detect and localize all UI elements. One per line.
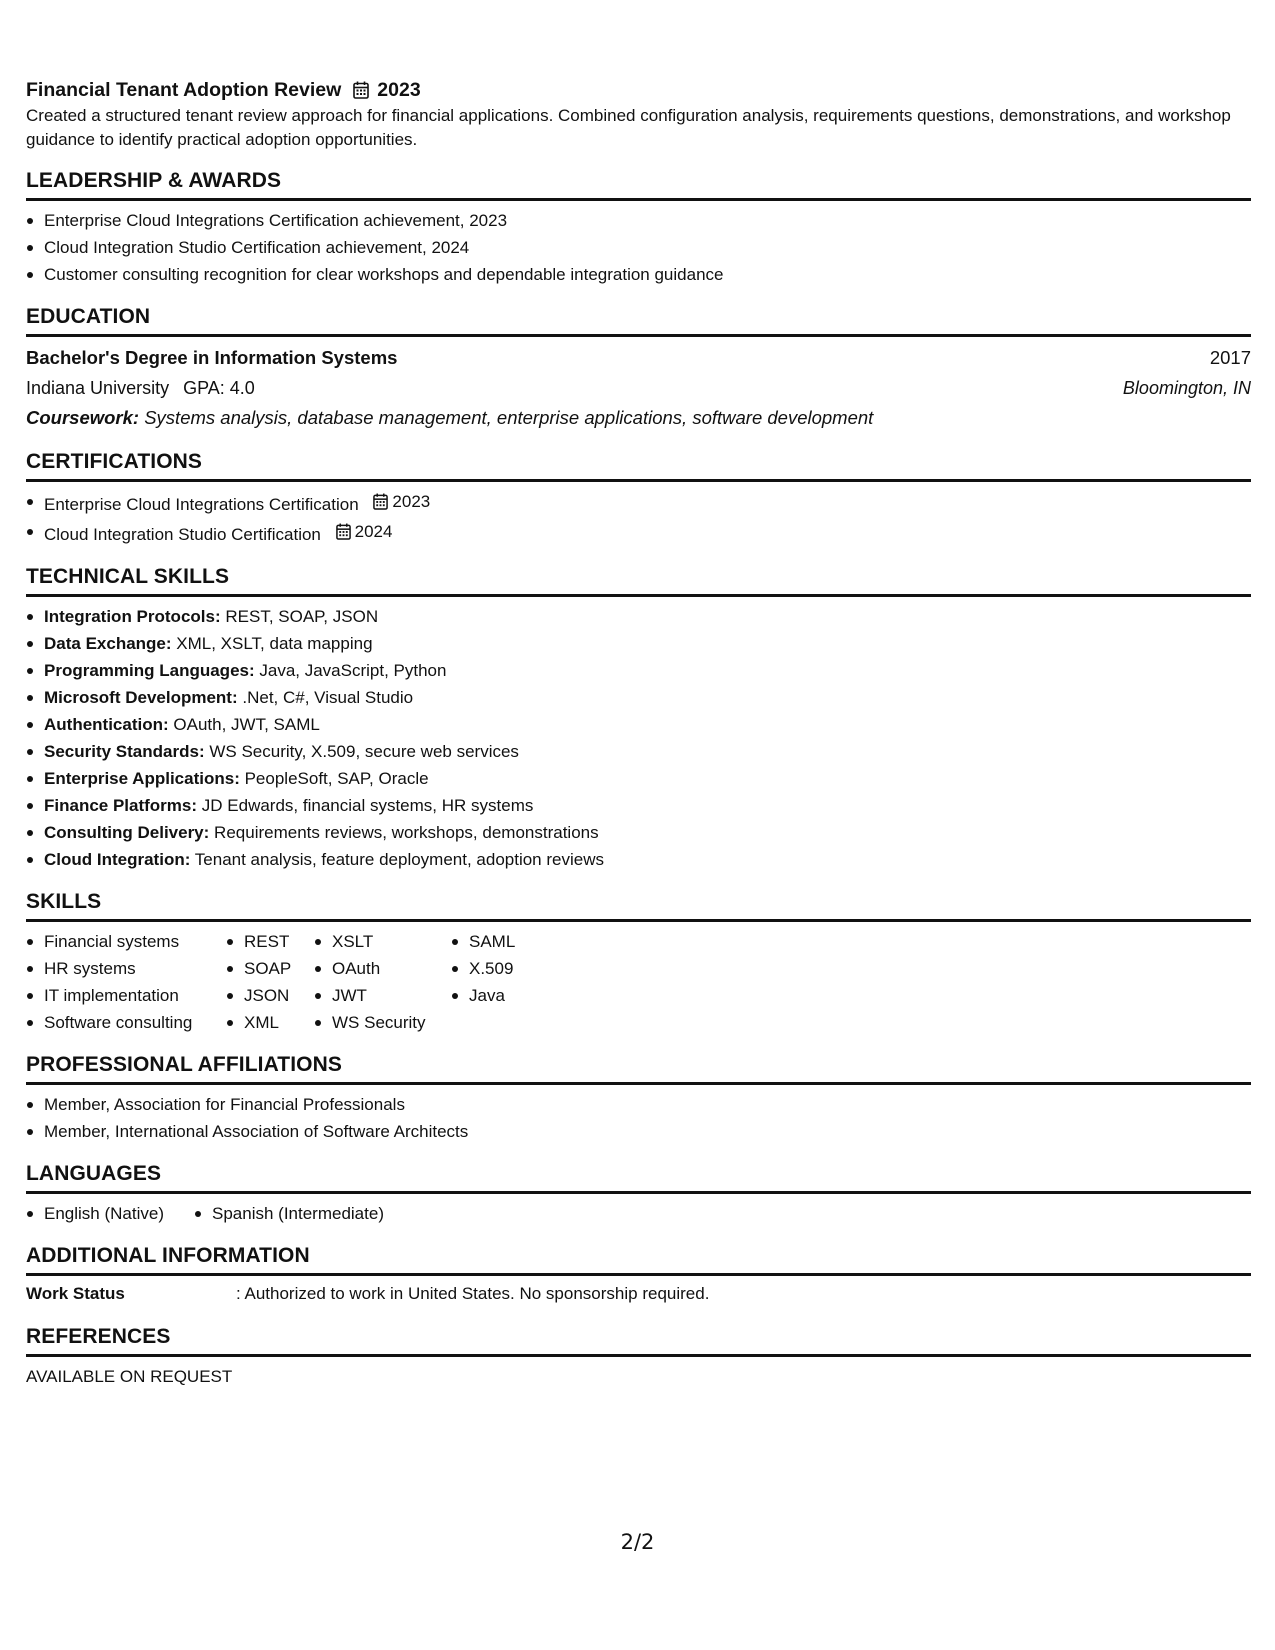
languages-section (26, 1161, 1251, 1227)
certifications-list (26, 488, 1251, 548)
degree: Bachelor's Degree in Information Systems (26, 347, 398, 368)
affiliations-list (26, 1091, 1251, 1145)
skill-value: .Net, C#, Visual Studio (242, 688, 414, 707)
skill-value: Requirements reviews, workshops, demonstrations (214, 823, 599, 842)
work-status-label: Work Status (26, 1284, 125, 1303)
list-item: X.509 (451, 955, 551, 982)
certification-year: 2024 (354, 522, 393, 541)
coursework (26, 403, 1251, 433)
skill-label: Microsoft Development: (44, 688, 238, 707)
gpa: GPA: 4.0 (183, 378, 255, 398)
list-item (26, 738, 1251, 765)
list-item (26, 684, 1251, 711)
graduation-year: 2017 (1209, 347, 1251, 368)
education-row-school (26, 373, 1251, 403)
list-item: XSLT (314, 928, 451, 955)
certification-year: 2023 (392, 492, 431, 511)
certification-name: Enterprise Cloud Integrations Certification (44, 495, 359, 514)
skill-value: Java, JavaScript, Python (259, 661, 447, 680)
education-row-degree (26, 343, 1251, 373)
list-item: WS Security (314, 1009, 451, 1036)
references-section (26, 1324, 1251, 1391)
section-title-skills: SKILLS (26, 889, 1251, 922)
section-title-technical-skills: TECHNICAL SKILLS (26, 564, 1251, 597)
list-item (26, 765, 1251, 792)
list-item: XML (226, 1009, 314, 1036)
list-item: OAuth (314, 955, 451, 982)
leadership-section (26, 168, 1251, 288)
skills-columns (26, 928, 1251, 1036)
calendar-icon (353, 81, 369, 99)
skill-label: Enterprise Applications: (44, 769, 240, 788)
section-title-education: EDUCATION (26, 304, 1251, 337)
calendar-icon (336, 523, 351, 540)
section-title-leadership: LEADERSHIP & AWARDS (26, 168, 1251, 201)
skill-label: Programming Languages: (44, 661, 255, 680)
skill-label: Security Standards: (44, 742, 205, 761)
calendar-icon (373, 493, 388, 510)
list-item: Cloud Integration Studio Certification achievement, 2024 (26, 234, 1251, 261)
section-title-references: REFERENCES (26, 1324, 1251, 1357)
list-item (26, 711, 1251, 738)
project-year: 2023 (377, 78, 421, 101)
skill-value: Tenant analysis, feature deployment, adoption reviews (194, 850, 604, 869)
skills-column (451, 928, 551, 1036)
languages-list (26, 1200, 194, 1227)
languages-list (194, 1200, 384, 1227)
list-item (26, 819, 1251, 846)
leadership-list (26, 207, 1251, 288)
list-item: HR systems (26, 955, 226, 982)
list-item: REST (226, 928, 314, 955)
school-name: Indiana University (26, 378, 170, 398)
section-title-additional-info: ADDITIONAL INFORMATION (26, 1243, 1251, 1276)
list-item (26, 488, 1251, 518)
section-title-languages: LANGUAGES (26, 1161, 1251, 1194)
languages-row (26, 1200, 1251, 1227)
list-item (26, 518, 1251, 548)
list-item: Spanish (Intermediate) (194, 1200, 384, 1227)
list-item (26, 603, 1251, 630)
list-item (26, 657, 1251, 684)
list-item: Member, Association for Financial Professionals (26, 1091, 1251, 1118)
technical-skills-list (26, 603, 1251, 873)
skill-label: Integration Protocols: (44, 607, 221, 626)
list-item: Member, International Association of Software Architects (26, 1118, 1251, 1145)
skills-column (314, 928, 451, 1036)
section-title-certifications: CERTIFICATIONS (26, 449, 1251, 482)
list-item: Customer consulting recognition for clear workshops and dependable integration guidance (26, 261, 1251, 288)
project-title: Financial Tenant Adoption Review (26, 78, 342, 101)
list-item: Software consulting (26, 1009, 226, 1036)
skill-label: Data Exchange: (44, 634, 172, 653)
work-status-row (26, 1280, 1251, 1308)
resume-page (26, 76, 1251, 1391)
list-item (26, 846, 1251, 873)
skill-value: JD Edwards, financial systems, HR systems (201, 796, 534, 815)
list-item: JSON (226, 982, 314, 1009)
list-item: Enterprise Cloud Integrations Certification achievement, 2023 (26, 207, 1251, 234)
list-item: Financial systems (26, 928, 226, 955)
skill-label: Cloud Integration: (44, 850, 191, 869)
references-text: AVAILABLE ON REQUEST (26, 1367, 233, 1386)
skill-value: PeopleSoft, SAP, Oracle (244, 769, 429, 788)
project-date (353, 79, 420, 102)
skill-value: OAuth, JWT, SAML (173, 715, 320, 734)
skill-label: Authentication: (44, 715, 169, 734)
skill-label: Finance Platforms: (44, 796, 198, 815)
affiliations-section (26, 1052, 1251, 1145)
project-description: Created a structured tenant review approach for financial applications. Combined configuration analysis, requirements questions, demonstrations, and workshop guidance to identify practical adoption opportunities. (26, 106, 1231, 149)
skills-section (26, 889, 1251, 1036)
coursework-list: Systems analysis, database management, enterprise applications, software development (144, 407, 874, 428)
coursework-label: Coursework: (26, 407, 140, 428)
list-item (26, 630, 1251, 657)
skills-column (26, 928, 226, 1036)
certifications-section (26, 449, 1251, 548)
section-title-affiliations: PROFESSIONAL AFFILIATIONS (26, 1052, 1251, 1085)
list-item: SAML (451, 928, 551, 955)
list-item: SOAP (226, 955, 314, 982)
project-header (26, 76, 1251, 104)
certification-name: Cloud Integration Studio Certification (44, 525, 321, 544)
list-item: IT implementation (26, 982, 226, 1009)
education-section (26, 304, 1251, 433)
list-item (26, 792, 1251, 819)
work-status-value: : Authorized to work in United States. No sponsorship required. (236, 1284, 710, 1303)
list-item: English (Native) (26, 1200, 194, 1227)
technical-skills-section (26, 564, 1251, 873)
skills-column (226, 928, 314, 1036)
skill-value: XML, XSLT, data mapping (176, 634, 373, 653)
list-item: JWT (314, 982, 451, 1009)
school-location: Bloomington, IN (1122, 378, 1251, 398)
skill-label: Consulting Delivery: (44, 823, 210, 842)
additional-info-section (26, 1243, 1251, 1308)
list-item: Java (451, 982, 551, 1009)
page-number: 2/2 (620, 1530, 655, 1554)
skill-value: REST, SOAP, JSON (225, 607, 379, 626)
skill-value: WS Security, X.509, secure web services (209, 742, 519, 761)
